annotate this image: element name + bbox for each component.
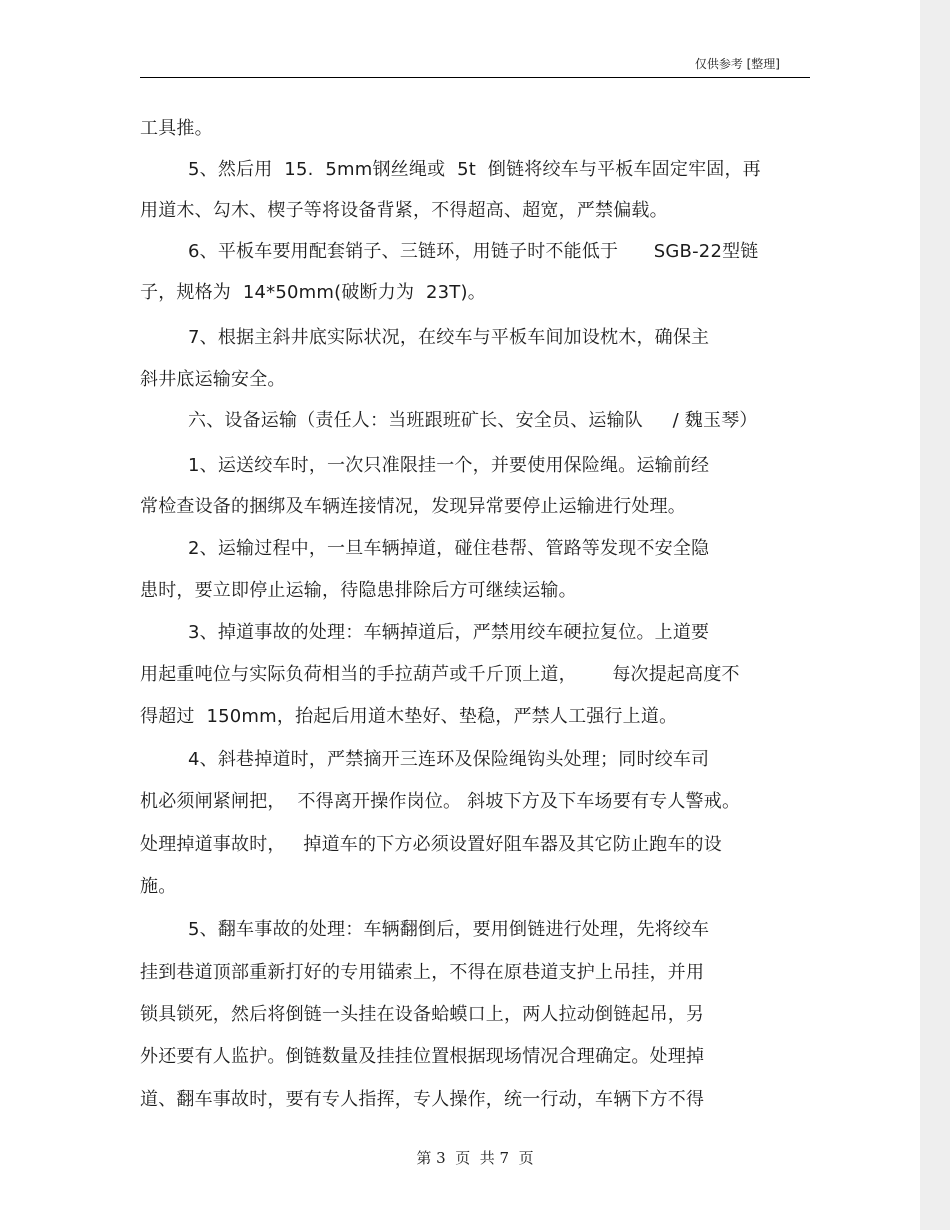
header-label: 仅供参考 [整理] (694, 57, 780, 71)
paragraph-line: 外还要有人监护。倒链数量及挂挂位置根据现场情况合理确定。处理掉 (140, 1046, 705, 1067)
page-footer: 第 3 页 共 7 页 (416, 1149, 534, 1167)
paragraph-line: 5、翻车事故的处理：车辆翻倒后，要用倒链进行处理，先将绞车 (188, 919, 710, 940)
paragraph-line: 2、运输过程中，一旦车辆掉道，碰住巷帮、管路等发现不安全隐 (188, 538, 710, 559)
viewer-margin (920, 0, 950, 1230)
paragraph-line: 工具推。 (140, 118, 213, 139)
paragraph-line: 得超过 150mm，抬起后用道木垫好、垫稳，严禁人工强行上道。 (140, 706, 678, 727)
paragraph-line: 用道木、勾木、楔子等将设备背紧，不得超高、超宽，严禁偏载。 (140, 200, 668, 221)
paragraph-line: 常检查设备的捆绑及车辆连接情况，发现异常要停止运输进行处理。 (140, 496, 686, 517)
paragraph-line: 用起重吨位与实际负荷相当的手拉葫芦或千斤顶上道， 每次提起高度不 (140, 664, 740, 685)
paragraph-line: 处理掉道事故时， 掉道车的下方必须设置好阻车器及其它防止跑车的设 (140, 834, 722, 855)
paragraph-line: 斜井底运输安全。 (140, 369, 286, 390)
paragraph-line: 7、根据主斜井底实际状况，在绞车与平板车间加设枕木，确保主 (188, 327, 710, 348)
paragraph-line: 子，规格为 14*50mm(破断力为 23T)。 (140, 282, 486, 303)
paragraph-line: 道、翻车事故时，要有专人指挥，专人操作，统一行动，车辆下方不得 (140, 1089, 705, 1110)
paragraph-line: 5、然后用 15. 5mm钢丝绳或 5t 倒链将绞车与平板车固定牢固，再 (188, 159, 761, 180)
header-divider (140, 77, 810, 78)
paragraph-line: 施。 (140, 876, 177, 897)
paragraph-line: 1、运送绞车时，一次只准限挂一个，并要使用保险绳。运输前经 (188, 455, 710, 476)
paragraph-line: 挂到巷道顶部重新打好的专用锚索上，不得在原巷道支护上吊挂，并用 (140, 962, 705, 983)
paragraph-line: 6、平板车要用配套销子、三链环，用链子时不能低于 SGB-22型链 (188, 241, 759, 262)
paragraph-line: 机必须闸紧闸把， 不得离开操作岗位。 斜坡下方及下车场要有专人警戒。 (140, 791, 741, 812)
paragraph-line: 患时，要立即停止运输，待隐患排除后方可继续运输。 (140, 580, 577, 601)
paragraph-line: 4、斜巷掉道时，严禁摘开三连环及保险绳钩头处理；同时绞车司 (188, 749, 710, 770)
paragraph-line: 六、设备运输（责任人：当班跟班矿长、安全员、运输队 / 魏玉琴） (188, 410, 758, 431)
paragraph-line: 锁具锁死，然后将倒链一头挂在设备蛤蟆口上，两人拉动倒链起吊，另 (140, 1004, 705, 1025)
paragraph-line: 3、掉道事故的处理：车辆掉道后，严禁用绞车硬拉复位。上道要 (188, 622, 710, 643)
